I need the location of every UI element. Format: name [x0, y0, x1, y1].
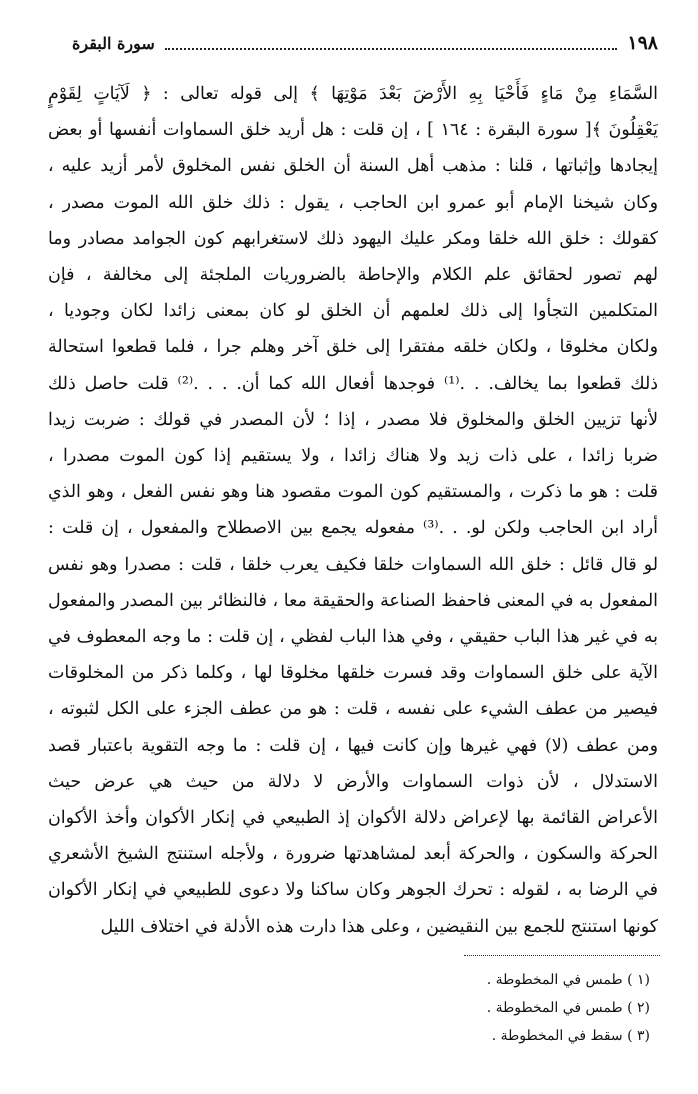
- footnote-1: (١ ) طمس في المخطوطة .: [486, 972, 650, 988]
- text-line: قلت : هو ما ذكرت ، والمستقيم كون الموت مقصود هنا وهو نفس الفعل ، وهو الذي: [48, 482, 658, 503]
- text-line: الأعراض القائمة بها لإعراض دلالة الأكوان إذ الطبيعي في إنكار الأكوان وأخذ الأكوان: [48, 808, 658, 829]
- text-line: لأنها تزيين الخلق والمخلوق فلا مصدر ، إذا ؛ لأن المصدر في قولك : ضربت زيدا: [48, 409, 658, 430]
- text-line: إيجادها وإثباتها ، قلنا : مذهب أهل السنة أن الخلق نفس المخلوق لأمر أزيد عليه ،: [48, 156, 658, 177]
- text-line: لهم تصور لحقائق علم الكلام والإحاطة بالضروريات الملجئة إلى مخالفة ، فإن: [48, 265, 658, 286]
- text-line: السَّمَاءِ مِنْ مَاءٍ فَأَحْيَا بِهِ الأَرْضَ بَعْدَ مَوْتِهَا ﴾ إلى قوله تعالى : ﴿ لَآيَاتٍ لِقَوْمٍ: [48, 84, 658, 104]
- footnotes: [487, 966, 650, 1050]
- footnote-2: (٢ ) طمس في المخطوطة .: [486, 1000, 650, 1016]
- text-line: يَعْقِلُونَ ﴾[ سورة البقرة : ١٦٤ ] ، إن قلت : هل أريد خلق السماوات أنفسها أو بعض: [48, 120, 658, 141]
- sura-title: سورة البقرة: [72, 33, 155, 53]
- text-line: به في غير هذا الباب حقيقي ، وفي هذا الباب لفظي ، إن قلت : ما وجه المعطوف في: [48, 627, 658, 648]
- text-line: المفعول به في المعنى فاحفظ الصناعة والحقيقة معا ، فالنظائر بين المصدر والمفعول: [48, 590, 658, 611]
- main-text: [48, 76, 658, 945]
- page-number: ١٩٨: [627, 32, 658, 54]
- text-line: الحركة والسكون ، والحركة أبعد لمشاهدتها ضرورة ، ولأجله استنتج الشيخ الأشعري: [48, 844, 658, 865]
- text-line: كونها استنتج للجمع بين النقيضين ، وعلى هذا دارت هذه الأدلة في اختلاف الليل: [100, 916, 658, 937]
- text-line: الاستدلال ، لأن ذوات السماوات والأرض لا دلالة من حيث هي عرض حيث: [48, 771, 658, 792]
- text-line: لو قال قائل : خلق الله السماوات خلقا فكيف يعرب خلقا ، قلت : مصدرا وهو نفس: [48, 554, 658, 575]
- text-line: كقولك : خلق الله خلقا ومكر عليك اليهود ذلك لاستغرابهم كون الجوامد مصادر وما: [48, 228, 658, 249]
- page-header: [72, 30, 658, 56]
- text-line: ولكان مخلوقا ، ولكان خلقه مفتقرا إلى خلق آخر وهلم جرا ، فلما قطعوا استحالة: [48, 337, 658, 358]
- text-line: وكان شيخنا الإمام أبو عمرو ابن الحاجب ، يقول : ذلك خلق الله الموت مصدر ،: [48, 192, 658, 213]
- text-line: فيصير من عطف الشيء على نفسه ، قلت : هو من عطف الجزء على الكل لثبوته ،: [48, 699, 658, 720]
- text-line: المتكلمين التجأوا إلى ذلك لعلمهم أن الخلق لو كان بمعنى زائدا لكان وجوديا ،: [48, 301, 658, 322]
- text-line: الآية على خلق السماوات وقد فسرت خلقها مخلوقا لها ، وكلما ذكر من المخلوقات: [48, 663, 658, 684]
- footnote-3: (٣ ) سقط في المخطوطة .: [491, 1028, 650, 1044]
- header-dotted-rule: [165, 36, 618, 50]
- footnote-separator: [464, 955, 660, 956]
- text-line: ومن عطف (لا) فهي غيرها وإن كانت فيها ، إن قلت : ما وجه التقوية باعتبار قصد: [48, 735, 658, 756]
- text-line: ذلك قطعوا بما يخالف. . .⁽¹⁾ فوجدها أفعال الله كما أن. . . .⁽²⁾ قلت حاصل ذلك: [48, 373, 658, 394]
- text-line: في الرضا به ، لقوله : تحرك الجوهر وكان ساكنا ولا دعوى للطبيعي في إنكار الأكوان: [48, 880, 658, 901]
- text-line: ضربا زائدا ، على ذات زيد ولا هناك زائدا ، ولا يستقيم إذا كون الموت مصدرا ،: [48, 446, 658, 467]
- text-line: أراد ابن الحاجب ولكن لو. . .⁽³⁾ مفعوله يجمع بين الاصطلاح والمفعول ، إن قلت :: [48, 518, 658, 539]
